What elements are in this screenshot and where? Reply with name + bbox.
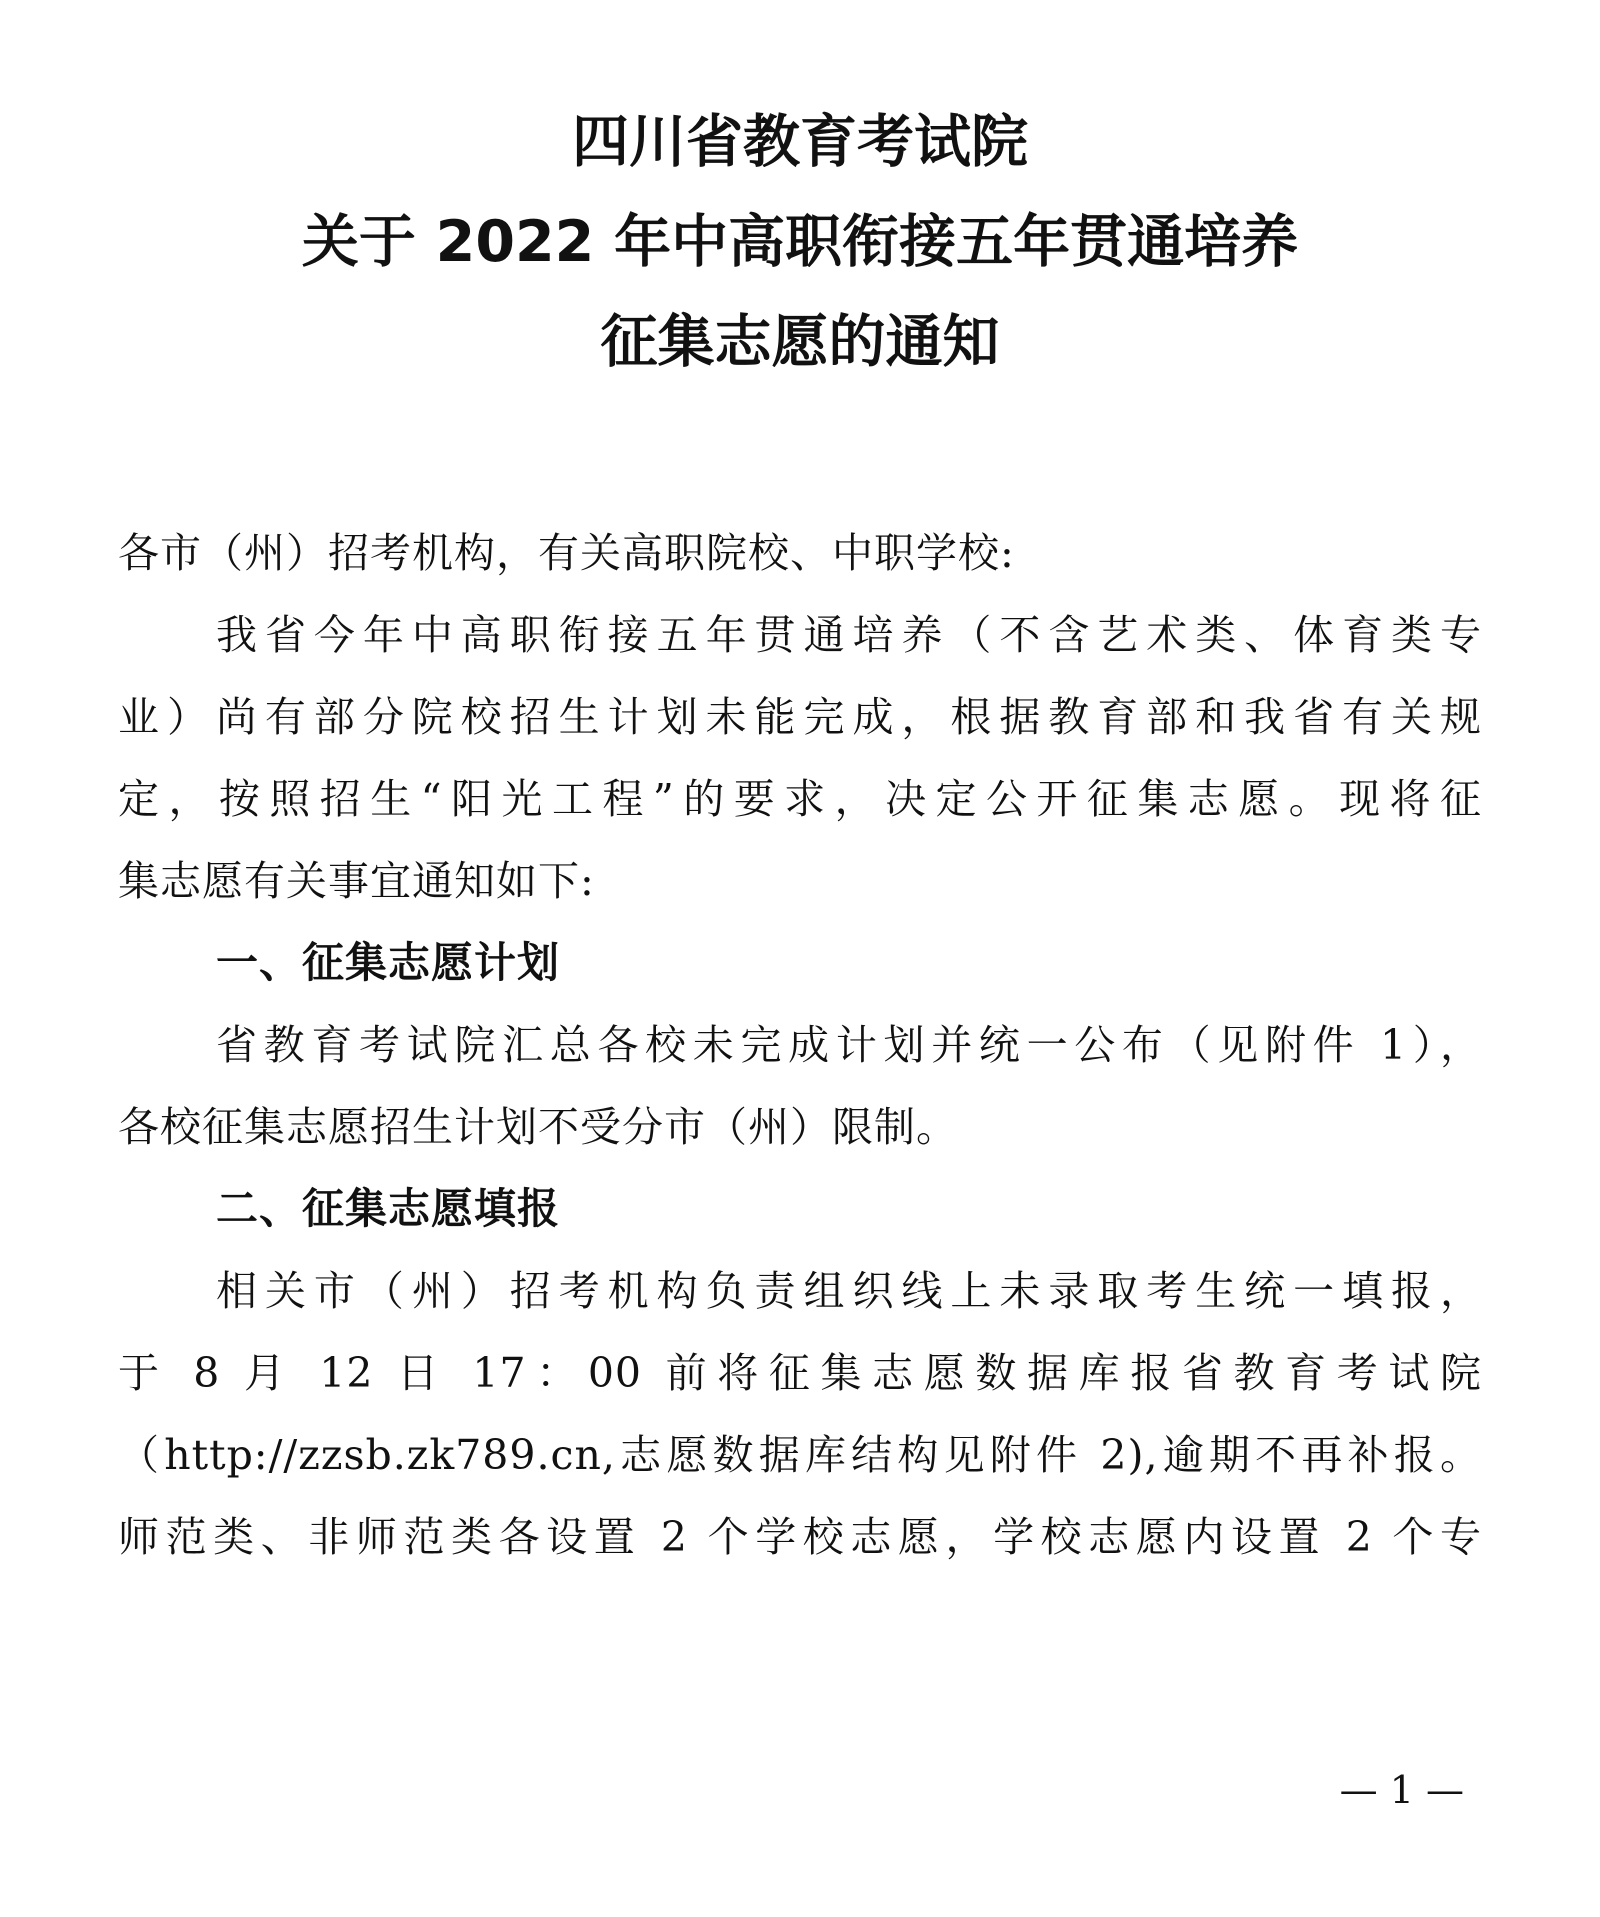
intro-line-4: 集志愿有关事宜通知如下: <box>118 857 595 905</box>
section-1-heading: 一、征集志愿计划 <box>216 938 561 987</box>
title-line-3: 征集志愿的通知 <box>600 309 1000 375</box>
page-number: — 1 — <box>1339 1768 1464 1812</box>
intro-line-2: 业）尚有部分院校招生计划未能完成，根据教育部和我省有关规 <box>118 693 1482 741</box>
title-line-1: 四川省教育考试院 <box>572 109 1028 175</box>
section-2-line-2: 于 8 月 12 日 17：00 前将征集志愿数据库报省教育考试院 <box>118 1349 1482 1397</box>
section-1-line-2: 各校征集志愿招生计划不受分市（州）限制。 <box>118 1103 958 1151</box>
document-body <box>118 512 1482 1578</box>
section-1-line-1: 省教育考试院汇总各校未完成计划并统一公布（见附件 1）， <box>216 1021 1482 1069</box>
intro-line-3: 定，按照招生“阳光工程”的要求，决定公开征集志愿。现将征 <box>118 775 1482 823</box>
title-line-2: 关于 2022 年中高职衔接五年贯通培养 <box>301 209 1299 275</box>
document-title <box>0 92 1600 392</box>
section-2-line-1: 相关市（州）招考机构负责组织线上未录取考生统一填报， <box>216 1267 1482 1315</box>
salutation: 各市（州）招考机构，有关高职院校、中职学校: <box>118 529 1015 577</box>
section-2-heading: 二、征集志愿填报 <box>216 1184 561 1233</box>
section-2-line-3: （http://zzsb.zk789.cn,志愿数据库结构见附件 2),逾期不再补报。 <box>118 1431 1482 1479</box>
intro-line-1: 我省今年中高职衔接五年贯通培养（不含艺术类、体育类专 <box>216 611 1482 659</box>
section-2-line-4: 师范类、非师范类各设置 2 个学校志愿，学校志愿内设置 2 个专 <box>118 1513 1482 1561</box>
